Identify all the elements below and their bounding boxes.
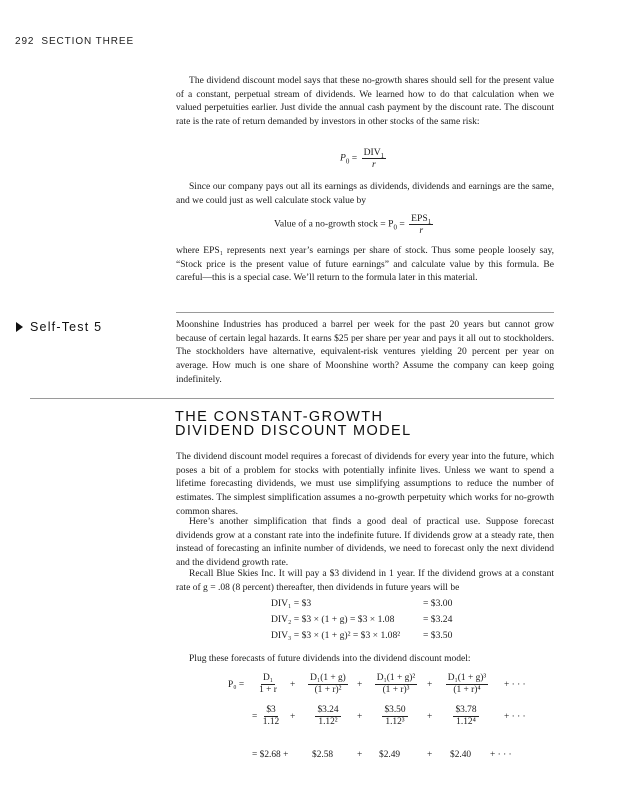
- ddm-term: $\frac{\text{D₁}}{1 + r}$: [259, 673, 277, 695]
- ddm-term: $\frac{\text{D₁(1 + g)²}}{\text{(1 + r)³}}$: [376, 673, 416, 695]
- divider-bottom: [30, 398, 554, 399]
- ddm-term: $\frac{\$3.78}{\text{1.12⁴}}$: [455, 705, 477, 727]
- equation-no-growth-value: Value of a no-growth stock = $P_0$ = $\frac{EPS_1}{r}$: [274, 213, 432, 236]
- section-name: SECTION THREE: [41, 36, 135, 47]
- paragraph-earnings: Since our company pays out all its earnings as dividends, dividends and earnings are the same, and we could just as well calculate stock value by: [176, 181, 554, 206]
- divider-top: [176, 312, 554, 313]
- triangle-marker-icon: [16, 322, 23, 332]
- running-header: [15, 36, 141, 47]
- plug-text: Plug these forecasts of future dividends into the dividend discount model:: [189, 653, 471, 664]
- dividend-row: DIV₁ = $3 = $3.00: [271, 598, 453, 609]
- self-test-label: Self-Test 5: [16, 320, 102, 334]
- cg-paragraph-3: Recall Blue Skies Inc. It will pay a $3 dividend in 1 year. If the dividend grows at a constant rate of g = .08 (8 percent) thereafter, then dividends in future years will be: [176, 568, 554, 593]
- self-test-question: Moonshine Industries has produced a barrel per week for the past 20 years but cannot grow because of certain legal hazards. It earns $25 per share per year and pays it all out to stockholders. The stockholders have alternative, equivalent-risk ventures yielding 20 percent per year on average. How much is one share of Moonshine worth? Assume the company can keep going indefinitely.: [176, 319, 554, 385]
- paragraph-eps: where EPS₁ represents next year’s earnings per share of stock. Thus some people loosely say, “Stock price is the present value of future earnings” and calculate value by this formula. Be careful—this is a special case. We’ll return to the formula later in this material.: [176, 245, 554, 284]
- ddm-term: $\frac{\text{D₁(1 + g)³}}{\text{(1 + r)⁴}}$: [447, 673, 487, 695]
- page-number: 292: [15, 36, 35, 47]
- dividend-row: DIV₃ = $3 × (1 + g)² = $3 × 1.08² = $3.50: [271, 630, 453, 641]
- cg-paragraph-1: The dividend discount model requires a forecast of dividends for every year into the future, which poses a bit of a problem for stocks with potentially infinite lives. Unless we want to spend a lifetime forecasting dividends, we must use simplifying assumptions to reduce the number of estimates. The simplest simplification assumes a no-growth perpetuity which works for no-growth common shares.: [176, 451, 554, 517]
- ddm-term: $\frac{\$3.24}{\text{1.12²}}$: [317, 705, 339, 727]
- ddm-term: $\frac{\$3.50}{\text{1.12³}}$: [384, 705, 406, 727]
- equation-perpetuity: $P_0$ = $\frac{DIV_1}{r}$: [340, 147, 385, 170]
- cg-paragraph-2: Here’s another simplification that finds a good deal of practical use. Suppose forecast dividends grow at a constant rate into the indefinite future. If dividends grow at a steady rate, then instead of forecasting an infinite number of dividends, we need to forecast only the next dividend and the dividend growth rate.: [176, 516, 554, 569]
- section-title: THE CONSTANT-GROWTH DIVIDEND DISCOUNT MODEL: [175, 409, 412, 439]
- ddm-expansion: P₀ = $\frac{\text{D₁}}{1 + r}$ + $\frac{\text{D₁(1 + g)}}{\text{(1 + r)²}}$ + $\frac{\text{D₁(1 + g)²}}{\text{(1 + r)³}}$ + $\frac{\text{D₁(1 + g)³}}{\text{(1 + r)⁴}}$ + · · · = $\frac{\$3}{1.12}$ + $\frac{\$3.24}{\text{1.12²}}$ + $\frac{\$3.50}{\text{1.12³}}$ + $\frac{\$3.78}{\text{1.12⁴}}$ + · · · = $2.68 + $2.58 + $2.49 + $2.40 + · · ·: [228, 673, 526, 760]
- ddm-term: $\frac{\text{D₁(1 + g)}}{\text{(1 + r)²}}$: [310, 673, 346, 695]
- ddm-lhs: P₀ =: [228, 680, 245, 690]
- ddm-result: = $2.68 +: [252, 750, 289, 760]
- intro-paragraph: The dividend discount model says that these no-growth shares should sell for the present value of a constant, perpetual stream of dividends. We learned how to do that calculation when we valued perpetuities earlier. Just divide the annual cash payment by the discount rate. The discount rate is the rate of return demanded by investors in other stocks of the same risk:: [176, 75, 554, 128]
- ddm-term: $\frac{\$3}{1.12}$: [262, 705, 280, 727]
- dividend-row: DIV₂ = $3 × (1 + g) = $3 × 1.08 = $3.24: [271, 614, 453, 625]
